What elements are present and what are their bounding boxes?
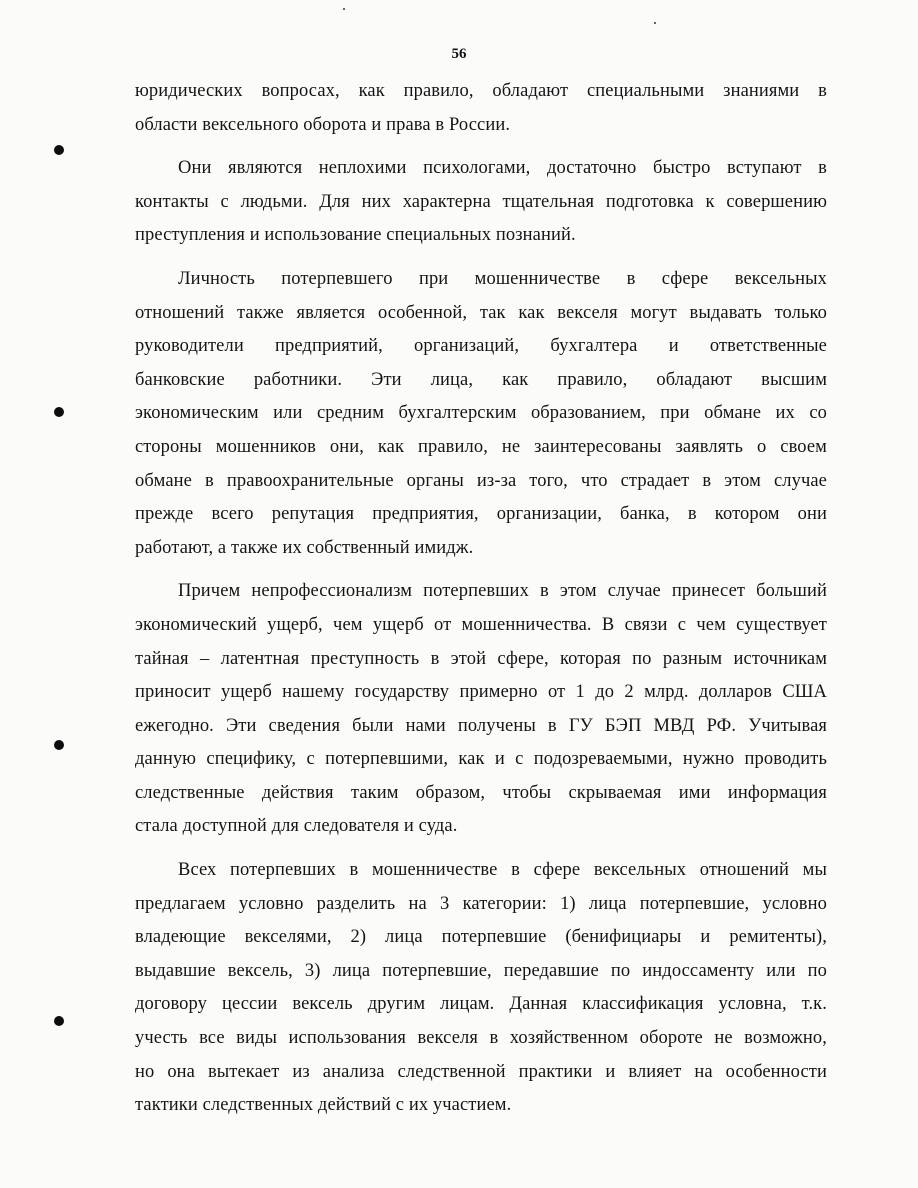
text-line: руководители предприятий, организаций, бухгалтера и ответственные — [135, 336, 827, 357]
text-line: преступления и использование специальных познаний. — [135, 225, 576, 246]
text-line: контакты с людьми. Для них характерна тщательная подготовка к совершению — [135, 191, 827, 212]
text-line: Личность потерпевшего при мошенничестве в сфере вексельных — [178, 268, 827, 289]
text-line: предлагаем условно разделить на 3 категории: 1) лица потерпевшие, условно — [135, 893, 827, 914]
paragraph — [135, 152, 827, 253]
text-line: учесть все виды использования векселя в хозяйственном обороте не возможно, — [135, 1028, 827, 1049]
text-line: экономический ущерб, чем ущерб от мошенничества. В связи с чем существует — [135, 614, 827, 635]
binding-hole-mark — [54, 1016, 64, 1026]
text-line: владеющие векселями, 2) лица потерпевшие (бенифициары и ремитенты), — [135, 927, 827, 948]
text-line: следственные действия таким образом, чтобы скрываемая ими информация — [135, 782, 827, 803]
text-line: ежегодно. Эти сведения были нами получены в ГУ БЭП МВД РФ. Учитывая — [135, 715, 827, 736]
text-line: стала доступной для следователя и суда. — [135, 816, 458, 837]
text-line: стороны мошенников они, как правило, не заинтересованы заявлять о своем — [135, 436, 827, 457]
text-line: договору цессии вексель другим лицам. Данная классификация условна, т.к. — [135, 994, 827, 1015]
text-line: области вексельного оборота и права в России. — [135, 114, 511, 135]
text-line: Всех потерпевших в мошенничестве в сфере вексельных отношений мы — [178, 860, 827, 881]
text-line: но она вытекает из анализа следственной практики и влияет на особенности — [135, 1061, 827, 1082]
paragraph — [135, 75, 827, 142]
binding-hole-mark — [54, 407, 64, 417]
scan-speck — [343, 8, 345, 10]
paragraph — [135, 263, 827, 565]
text-line: приносит ущерб нашему государству примерно от 1 до 2 млрд. долларов США — [135, 682, 827, 703]
text-line: Они являются неплохими психологами, достаточно быстро вступают в — [178, 158, 827, 179]
text-line: банковские работники. Эти лица, как правило, обладают высшим — [135, 369, 827, 390]
text-line: выдавшие вексель, 3) лица потерпевшие, передавшие по индоссаменту или по — [135, 960, 827, 981]
text-line: отношений также является особенной, так как векселя могут выдавать только — [135, 302, 827, 323]
text-line: прежде всего репутация предприятия, организации, банка, в котором они — [135, 504, 827, 525]
scan-speck — [654, 22, 656, 24]
text-line: экономическим или средним бухгалтерским образованием, при обмане их со — [135, 403, 827, 424]
text-line: тайная – латентная преступность в этой сфере, которая по разным источникам — [135, 648, 827, 669]
binding-hole-mark — [54, 740, 64, 750]
text-line: тактики следственных действий с их участием. — [135, 1095, 512, 1116]
text-line: юридических вопросах, как правило, обладают специальными знаниями в — [135, 81, 827, 101]
text-line: Причем непрофессионализм потерпевших в этом случае принесет больший — [178, 581, 827, 602]
page-number: 56 — [451, 46, 467, 62]
paragraph — [135, 575, 827, 844]
body-text — [135, 75, 827, 1133]
binding-hole-mark — [54, 145, 64, 155]
text-line: обмане в правоохранительные органы из-за того, что страдает в этом случае — [135, 470, 827, 491]
paragraph — [135, 854, 827, 1123]
text-line: данную специфику, с потерпевшими, как и с подозреваемыми, нужно проводить — [135, 749, 827, 770]
text-line: работают, а также их собственный имидж. — [135, 537, 474, 558]
